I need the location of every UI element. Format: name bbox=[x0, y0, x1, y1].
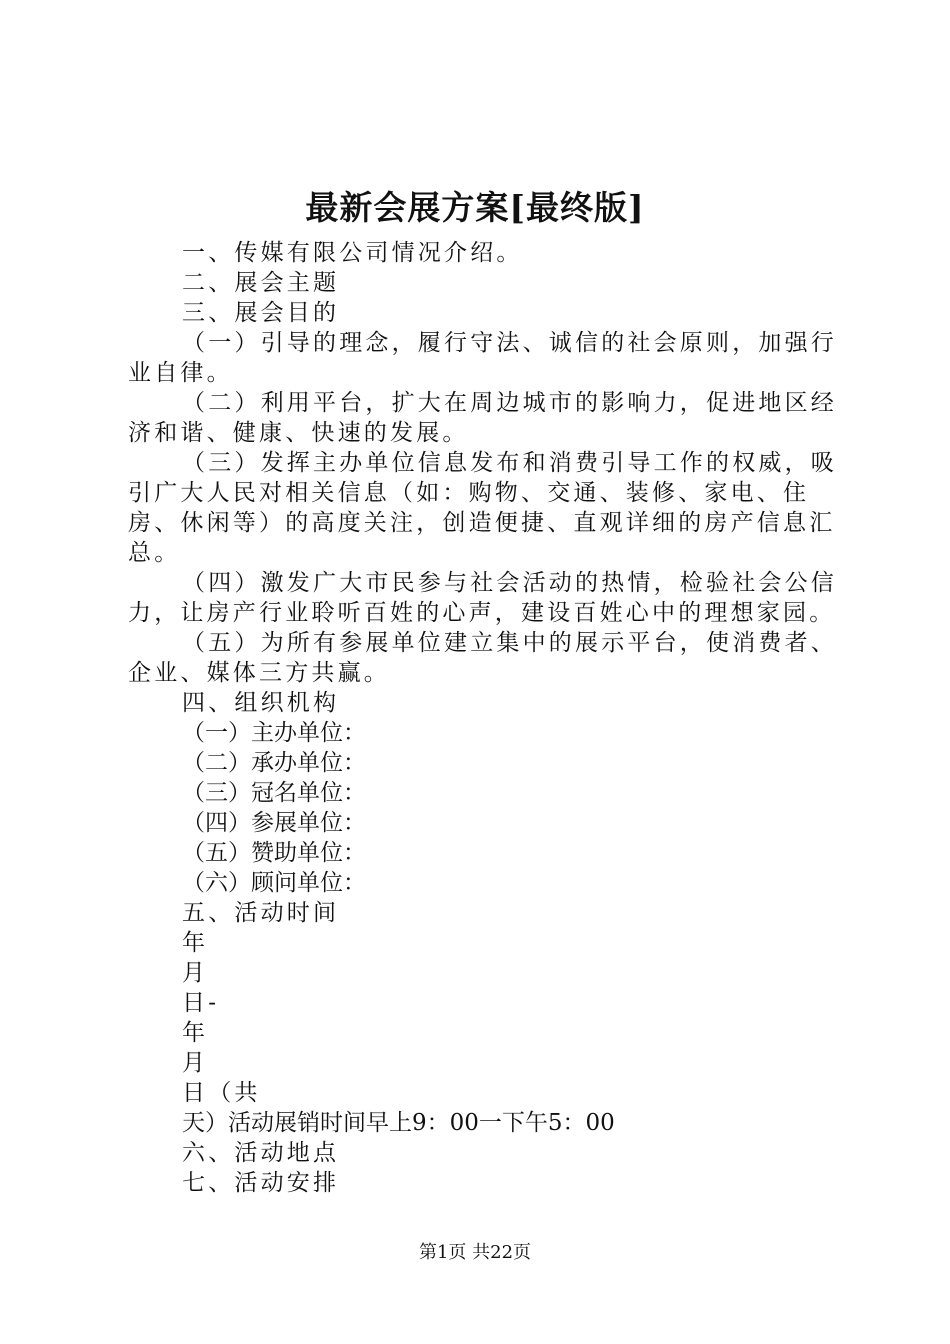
document-body bbox=[128, 238, 848, 1198]
document-title: 最新会展方案[最终版] bbox=[305, 188, 645, 227]
list-item: （三）冠名单位： bbox=[182, 780, 366, 806]
body-paragraph: （三）发挥主办单位信息发布和消费引导工作的权威，吸引广大人民对相关信息（如：购物、交通、装修、家电、住房、休闲等）的高度关注，创造便捷、直观详细的房产信息汇总。 bbox=[128, 450, 837, 566]
date-fragment: 年 bbox=[182, 930, 209, 956]
body-paragraph: （二）利用平台，扩大在周边城市的影响力，促进地区经济和谐、健康、快速的发展。 bbox=[128, 390, 837, 446]
date-fragment: 月 bbox=[182, 960, 209, 986]
list-item: （一）主办单位： bbox=[182, 720, 366, 746]
list-item: （四）参展单位： bbox=[182, 810, 366, 836]
page-footer: 第1页 共22页 bbox=[418, 1242, 532, 1263]
section-heading: 七、活动安排 bbox=[182, 1170, 340, 1196]
date-fragment: 月 bbox=[182, 1050, 209, 1076]
section-heading: 六、活动地点 bbox=[182, 1140, 340, 1166]
list-item: （二）承办单位： bbox=[182, 750, 366, 776]
list-item: （五）赞助单位： bbox=[182, 840, 366, 866]
section-heading: 一、传媒有限公司情况介绍。 bbox=[182, 240, 523, 266]
section-heading: 二、展会主题 bbox=[182, 270, 340, 296]
date-fragment: 日（共 bbox=[182, 1080, 261, 1106]
body-paragraph: （四）激发广大市民参与社会活动的热情，检验社会公信力，让房产行业聆听百姓的心声，建设百姓心中的理想家园。 bbox=[128, 570, 837, 626]
section-heading: 五、活动时间 bbox=[182, 900, 340, 926]
body-paragraph: （五）为所有参展单位建立集中的展示平台，使消费者、企业、媒体三方共赢。 bbox=[128, 630, 837, 686]
body-paragraph: （一）引导的理念，履行守法、诚信的社会原则，加强行业自律。 bbox=[128, 330, 837, 386]
date-fragment: 年 bbox=[182, 1020, 209, 1046]
date-fragment: 日- bbox=[182, 990, 220, 1016]
section-heading: 三、展会目的 bbox=[182, 300, 340, 326]
section-heading: 四、组织机构 bbox=[182, 690, 340, 716]
event-hours: 天）活动展销时间早上9：00一下午5：00 bbox=[182, 1110, 615, 1136]
list-item: （六）顾问单位： bbox=[182, 870, 366, 896]
